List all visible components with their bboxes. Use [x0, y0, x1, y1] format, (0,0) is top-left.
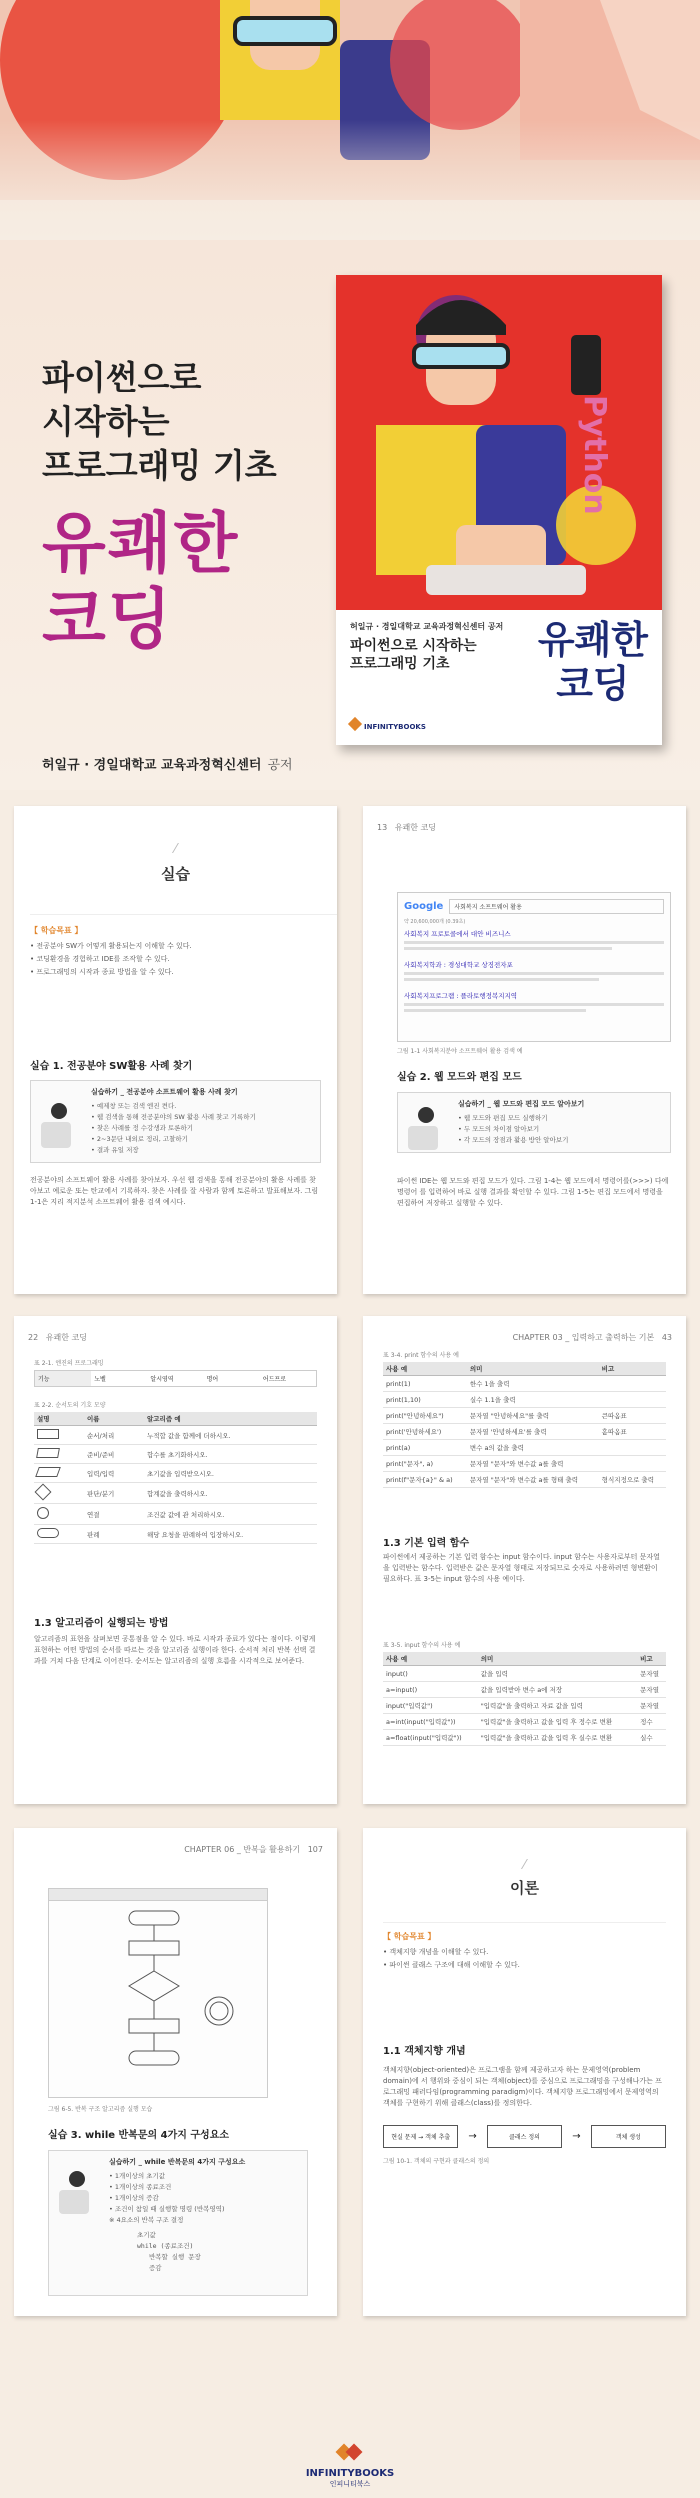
google-logo-icon: Google: [404, 901, 444, 912]
hero-banner: [0, 0, 700, 790]
page-ornament: ⁄: [523, 1858, 526, 1873]
publisher-subname: 인피니티북스: [329, 2480, 371, 2488]
publisher-logo-icon: [338, 2440, 362, 2464]
flowchart-screenshot: [48, 1888, 268, 2098]
result-count: 약 20,600,000개 (0.39초): [404, 919, 466, 925]
table-row: 판단/분기 합계값을 출력하시오.: [34, 1483, 317, 1504]
section-heading: 실습 2. 웹 모드와 편집 모드: [397, 1072, 522, 1083]
table-row: 입력/입력 초기값을 입력받으시오.: [34, 1464, 317, 1483]
search-result-title: 사회복지프로그램 : 플라토행정복지지역: [404, 992, 518, 1000]
arrow-right-icon: →: [572, 2131, 581, 2142]
figure-caption: 그림 10-1. 객체의 구현과 클래스의 정의: [383, 2158, 490, 2165]
sample-page-2: [363, 806, 686, 1294]
goal-item: • 파이썬 클래스 구조에 대해 이해할 수 있다.: [383, 1961, 520, 1969]
goal-item: • 코딩환경을 경험하고 IDE를 조작할 수 있다.: [30, 955, 170, 963]
table-row: print(1) 한수 1을 출력: [383, 1376, 666, 1392]
search-result-title: 사회복지학과 : 경성대학교 상징전자포: [404, 961, 513, 969]
menu-header: 알시영역: [150, 1376, 174, 1383]
exercise-box: [397, 1092, 671, 1153]
hero-title-1: 유쾌한: [42, 505, 240, 582]
search-result-title: 사회복지 프로토콜에서 대안 비즈니스: [404, 930, 511, 938]
page-title: 이론: [510, 1879, 539, 1897]
learning-goals: [30, 914, 337, 979]
hero-authors: 허일규 · 경일대학교 교육과정혁신센터 공저: [42, 758, 293, 773]
publisher-name: INFINITYBOOKS: [305, 2468, 395, 2479]
student-illustration-icon: [408, 1107, 444, 1150]
browser-screenshot: [397, 892, 671, 1042]
section-heading: 1.1 객체지향 개념: [383, 2046, 466, 2057]
student-illustration-icon: [41, 1103, 77, 1163]
sample-page-5: [14, 1828, 337, 2316]
exercise-item: ※ 4요소의 반복 구조 결정: [109, 2216, 184, 2224]
column-header: 의미: [478, 1652, 637, 1666]
page-number: CHAPTER 03 _ 입력하고 출력하는 기본 43: [512, 1333, 672, 1342]
publisher-logo: [290, 2440, 410, 2489]
book-cover-authors: 허일규 · 경일대학교 교육과정혁신센터 공저: [350, 622, 504, 631]
column-header: 비고: [637, 1652, 666, 1666]
exercise-box-title: 실습하기 _ while 반복문의 4가지 구성요소: [109, 2158, 246, 2166]
book-cover-publisher: INFINITYBOOKS: [350, 719, 426, 731]
table-row: print("안녕하세요") 문자열 "안녕하세요"를 출력 큰따옴표: [383, 1408, 666, 1424]
preparation-symbol-icon: [36, 1448, 60, 1458]
table-row: print(f"문자{a}" & a) 문자열 "문자"와 변수값 a를 형태 출력 형식지정으로 출력: [383, 1472, 666, 1488]
body-paragraph: 객체지향(object-oriented)은 프로그램을 함께 제공하고자 하는 문제영역(problem domain)에 서 행위와 중심이 되는 객체(object)를 중심으로 프로그래밍을 구성해나가는 프로그래밍 패러다임(programming paradigm)이다. 객체지향 프로그래밍에서 문제영역의 객체를 구현하기 위해 클래스(class)를 정의한다.: [383, 2066, 662, 2107]
goal-item: • 객체지향 개념을 이해할 수 있다.: [383, 1948, 489, 1956]
column-header: 사용 예: [383, 1362, 467, 1376]
table-row: 순서/처리 누적합 값을 함께에 더하시오.: [34, 1426, 317, 1445]
learning-goals: [383, 1922, 666, 1972]
flowchart-diagram: [49, 1901, 267, 2097]
search-box: 사회복지 소프트웨어 활용: [449, 899, 664, 914]
exercise-item: • 결과 유일 저장: [91, 1146, 139, 1154]
table-row: a=input() 값을 입력받아 변수 a에 저장 문자열: [383, 1682, 666, 1698]
goal-item: • 전공분야 SW가 어떻게 활용되는지 이해할 수 있다.: [30, 942, 192, 950]
figure-caption: 그림 6-5. 반복 구조 알고리즘 실행 모습: [48, 2106, 153, 2113]
figure-caption: 그림 1-1 사회복지분야 소프트웨어 활용 검색 예: [397, 1048, 523, 1055]
diagram-node: 객체 생성: [591, 2125, 666, 2148]
code-block: 초기값 while (종료조건) 반복할 실행 문장 증감: [137, 2231, 201, 2272]
sample-page-6: [363, 1828, 686, 2316]
terminal-symbol-icon: [37, 1528, 59, 1538]
student-illustration-icon: [59, 2171, 95, 2214]
exercise-box: [48, 2150, 308, 2296]
column-header: 이름: [84, 1412, 144, 1426]
table-row: input() 값을 입력 문자열: [383, 1666, 666, 1682]
column-header: 의미: [467, 1362, 599, 1376]
page-number: 13 유쾌한 코딩: [377, 823, 437, 832]
exercise-box: [30, 1080, 321, 1163]
table-caption: 표 3-5. input 함수의 사용 예: [383, 1642, 461, 1649]
input-function-table: [383, 1652, 666, 1746]
menu-header: 기능: [35, 1371, 91, 1386]
page-title: 실습: [161, 865, 190, 883]
exercise-item: • 두 모드의 차이점 알아보기: [458, 1125, 540, 1133]
page-number: 22 유쾌한 코딩: [28, 1333, 88, 1342]
page-ornament: ⁄: [174, 842, 177, 857]
sample-page-3: [14, 1316, 337, 1804]
menu-table: [34, 1370, 317, 1387]
exercise-item: • 1개이상의 종료조건: [109, 2183, 172, 2191]
table-row: print('안녕하세요') 문자열 '안녕하세요'를 출력 홑따옴표: [383, 1424, 666, 1440]
column-header: 설명: [34, 1412, 84, 1426]
table-caption: 표 2-1. 엔진의 프로그래밍: [34, 1360, 104, 1367]
table-row: input("입력값") "입력값"을 출력하고 자료 값을 입력 문자열: [383, 1698, 666, 1714]
table-caption: 표 2-2. 순서도의 기호 모양: [34, 1402, 106, 1409]
table-row: a=int(input("입력값")) "입력값"을 출력하고 값을 입력 후 정수로 변환 정수: [383, 1714, 666, 1730]
table-row: print(1,10) 실수 1.1을 출력: [383, 1392, 666, 1408]
exercise-box-title: 실습하기 _ 웹 모드와 편집 모드 알아보기: [458, 1100, 585, 1108]
arrow-right-icon: →: [468, 2131, 477, 2142]
exercise-box-title: 실습하기 _ 전공분야 소프트웨어 활용 사례 찾기: [91, 1088, 238, 1096]
table-row: a=float(input("입력값")) "입력값"을 출력하고 값을 입력 후 실수로 변환 실수: [383, 1730, 666, 1746]
sample-page-4: [363, 1316, 686, 1804]
exercise-item: • 1개이상의 초기값: [109, 2172, 166, 2180]
diagram-node: 클래스 정의: [487, 2125, 562, 2148]
exercise-item: • 예제창 또는 검색 엔진 켠다.: [91, 1102, 177, 1110]
body-paragraph: 파이썬 IDE는 웹 모드와 편집 모드가 있다. 그림 1-4는 웹 모드에서 명령어를(>>>) 다에 명령어 를 입력하여 바로 실행 결과를 확인할 수 있다. 그림 1-5는 편집 모드에서 명령을 편집하여 저장하고 실행할 수 있다.: [397, 1177, 669, 1207]
table-row: 준비/준비 합수를 초기화하시오.: [34, 1445, 317, 1464]
book-cover-illustration: [336, 275, 662, 610]
menu-header: 노벨: [94, 1376, 106, 1383]
sample-page-1: [14, 806, 337, 1294]
section-heading: 1.3 알고리즘이 실행되는 방법: [34, 1618, 169, 1629]
input-symbol-icon: [35, 1467, 61, 1477]
hero-subtitle-2: 시작하는: [42, 402, 170, 441]
book-cover-title: 유쾌한 코딩: [537, 618, 648, 706]
column-header: 비고: [599, 1362, 666, 1376]
table-row: 연결 조건값 값에 관 처리하시오.: [34, 1504, 317, 1525]
exercise-item: • 웹 모드와 편집 모드 실행하기: [458, 1114, 548, 1122]
hero-subtitle-3: 프로그래밍 기초: [42, 446, 277, 485]
diagram-node: 현실 문제 → 객체 추출: [383, 2125, 458, 2148]
section-heading: 1.3 기본 입력 함수: [383, 1538, 470, 1549]
table-row: print(a) 변수 a의 값을 출력: [383, 1440, 666, 1456]
column-header: 알고리즘 예: [144, 1412, 317, 1426]
connector-symbol-icon: [37, 1507, 49, 1519]
goal-item: • 프로그래밍의 시작과 종료 방법을 알 수 있다.: [30, 968, 174, 976]
book-cover: [336, 275, 662, 745]
body-paragraph: 전공분야의 소프트웨어 활용 사례를 찾아보자. 우선 웹 검색을 통해 전공분야의 활용 사례를 찾아보고 예로운 또는 탄교에서 기록하자. 찾은 사례를 잘 사람과 함께 토론하고 발표해보자. 그림 1-1은 지리 적지분석 소프트웨어 활용 검색 예시다.: [30, 1176, 319, 1206]
body-paragraph: 파이썬에서 제공하는 기본 입력 함수는 input 함수이다. input 함수는 사용자로부터 문자열을 입력받는 함수다. 입력받은 값은 문자열 형태로 저장되므로 숫자로 사용하려면 형변환이 필요하다. 표 3-5는 input 함수의 사용 예이다.: [383, 1553, 660, 1583]
flowchart-symbol-table: [34, 1412, 317, 1544]
hero-subtitle-1: 파이썬으로: [42, 358, 202, 397]
exercise-item: • 웹 검색을 통해 전공분야의 SW 활용 사례 찾고 기록하기: [91, 1113, 256, 1121]
exercise-item: • 2~3문단 내외로 정리, 고찰하기: [91, 1135, 188, 1143]
publisher-logo-icon: [348, 717, 362, 731]
menu-header: 어드프로: [262, 1376, 286, 1383]
section-heading: 실습 3. while 반복문의 4가지 구성요소: [48, 2130, 230, 2141]
page-number: CHAPTER 06 _ 반복을 활용하기 107: [184, 1845, 323, 1854]
column-header: 사용 예: [383, 1652, 478, 1666]
goal-heading: 【 학습목표 】: [383, 1932, 436, 1941]
section-heading: 실습 1. 전공분야 SW활용 사례 찾기: [30, 1061, 193, 1072]
book-cover-subtitle-1: 파이썬으로 시작하는: [350, 638, 477, 654]
exercise-item: • 찾은 사례를 정 수강생과 토론하기: [91, 1124, 194, 1132]
book-spine-text: Python: [577, 395, 612, 515]
print-function-table: [383, 1362, 666, 1488]
table-row: print("문자", a) 문자열 "문자"와 변수값 a를 출력: [383, 1456, 666, 1472]
oop-diagram: [383, 2125, 666, 2148]
body-paragraph: 알고리즘의 표현을 살펴보면 공통점을 알 수 있다. 바로 시작과 종료가 있다는 점이다. 이렇게 표현하는 어떤 방법의 순서를 따르는 것을 알고리즘 실행이라 한다. 순서적 처리 반복 선택 결과를 거쳐 다음 단계로 이어진다. 순서도는 알고리즘의 실행 흐름을 시각적으로 보여준다.: [34, 1635, 316, 1665]
decision-symbol-icon: [35, 1484, 52, 1501]
hero-fade: [0, 120, 700, 240]
menu-header: 명어: [206, 1376, 219, 1383]
table-caption: 표 3-4. print 함수의 사용 예: [383, 1352, 459, 1359]
process-symbol-icon: [37, 1429, 59, 1439]
exercise-item: • 1개이상의 증감: [109, 2194, 159, 2202]
book-cover-subtitle-2: 프로그래밍 기초: [350, 656, 450, 672]
hero-title-block: [42, 356, 277, 658]
table-row: 판례 해당 요청을 판례하여 입장하시오.: [34, 1525, 317, 1544]
exercise-item: • 각 모드의 장점과 활용 방안 알아보기: [458, 1136, 569, 1144]
hero-title-2: 코딩: [42, 581, 174, 658]
exercise-item: • 조건이 참일 때 실행할 명령 (반복영역): [109, 2205, 225, 2213]
goal-heading: 【 학습목표 】: [30, 926, 83, 935]
